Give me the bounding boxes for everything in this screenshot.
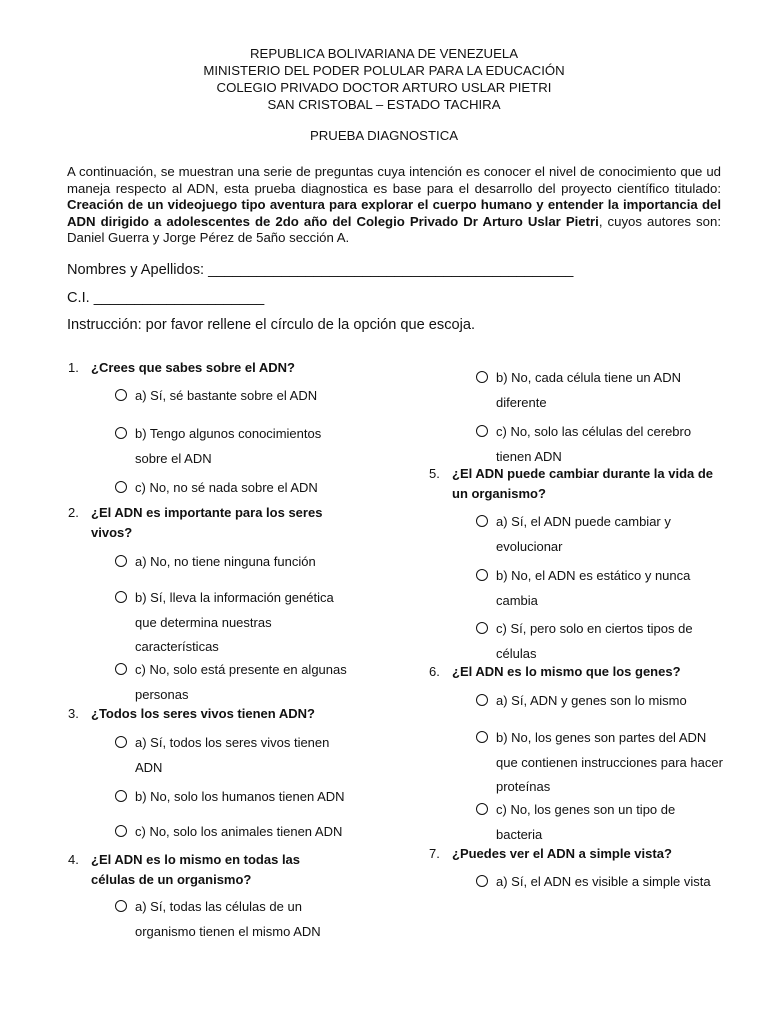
radio-circle-icon[interactable] (115, 555, 127, 567)
intro-text-2: , cuyos autores son: Daniel Guerra y Jorge Pérez de 5año sección A. (67, 213, 721, 245)
option-label: b) Sí, lleva la información genética que determina nuestras características (135, 590, 334, 654)
radio-circle-icon[interactable] (115, 427, 127, 439)
option-label: a) Sí, ADN y genes son lo mismo (496, 693, 687, 708)
question-number: 3. (68, 706, 79, 721)
radio-circle-icon[interactable] (476, 515, 488, 527)
option-label: c) No, no sé nada sobre el ADN (135, 480, 318, 495)
option-label: b) No, cada célula tiene un ADN diferente (496, 370, 681, 410)
option-label: a) No, no tiene ninguna función (135, 554, 316, 569)
document-header (0, 45, 768, 113)
question-number: 7. (429, 846, 440, 861)
radio-circle-icon[interactable] (115, 591, 127, 603)
question-text: ¿El ADN es lo mismo que los genes? (452, 664, 681, 679)
ci-field[interactable]: C.I. _____________________ (67, 290, 265, 306)
question-number: 4. (68, 852, 79, 867)
radio-circle-icon[interactable] (115, 481, 127, 493)
header-line-2: MINISTERIO DEL PODER POLULAR PARA LA EDUCACIÓN (203, 63, 565, 78)
option-label: a) Sí, el ADN es visible a simple vista (496, 874, 711, 889)
radio-circle-icon[interactable] (115, 790, 127, 802)
question-text: ¿Crees que sabes sobre el ADN? (91, 360, 295, 375)
instruction-text: Instrucción: por favor rellene el círculo de la opción que escoja. (67, 317, 476, 333)
option-label: b) Tengo algunos conocimientos sobre el ADN (135, 426, 322, 466)
option-label: c) No, los genes son un tipo de bacteria (496, 802, 676, 842)
question-text: ¿El ADN es lo mismo en todas las células de un organismo? (91, 852, 301, 887)
radio-circle-icon[interactable] (115, 825, 127, 837)
document-title: PRUEBA DIAGNOSTICA (309, 128, 459, 143)
option-label: a) Sí, todos los seres vivos tienen ADN (135, 735, 330, 775)
question-text: ¿Todos los seres vivos tienen ADN? (91, 706, 315, 721)
radio-circle-icon[interactable] (476, 371, 488, 383)
intro-text-1: A continuación, se muestran una serie de preguntas cuya intención es conocer el nivel de conocimiento que ud maneja respecto al ADN, esta prueba diagnostica es base para el desarrollo del proyecto científico titulado: (67, 164, 721, 196)
radio-circle-icon[interactable] (476, 569, 488, 581)
question-text: ¿El ADN es importante para los seres vivos? (91, 505, 323, 540)
header-line-4: SAN CRISTOBAL – ESTADO TACHIRA (267, 97, 501, 112)
name-field[interactable]: Nombres y Apellidos: _____________________________________________ (67, 262, 574, 278)
radio-circle-icon[interactable] (115, 389, 127, 401)
question-number: 1. (68, 360, 79, 375)
option-label: c) Sí, pero solo en ciertos tipos de células (496, 621, 693, 661)
header-line-3: COLEGIO PRIVADO DOCTOR ARTURO USLAR PIETRI (216, 80, 552, 95)
radio-circle-icon[interactable] (476, 694, 488, 706)
radio-circle-icon[interactable] (476, 731, 488, 743)
option-label: b) No, solo los humanos tienen ADN (135, 789, 345, 804)
radio-circle-icon[interactable] (115, 663, 127, 675)
option-label: b) No, el ADN es estático y nunca cambia (496, 568, 691, 608)
question-number: 6. (429, 664, 440, 679)
radio-circle-icon[interactable] (476, 622, 488, 634)
option-label: c) No, solo las células del cerebro tienen ADN (496, 424, 692, 464)
option-label: a) Sí, todas las células de un organismo tienen el mismo ADN (135, 899, 321, 939)
question-number: 2. (68, 505, 79, 520)
radio-circle-icon[interactable] (476, 875, 488, 887)
option-label: b) No, los genes son partes del ADN que contienen instrucciones para hacer proteínas (496, 730, 723, 794)
intro-paragraph (67, 164, 721, 247)
radio-circle-icon[interactable] (115, 900, 127, 912)
option-label: c) No, solo los animales tienen ADN (135, 824, 343, 839)
radio-circle-icon[interactable] (476, 425, 488, 437)
question-text: ¿Puedes ver el ADN a simple vista? (452, 846, 672, 861)
question-text: ¿El ADN puede cambiar durante la vida de un organismo? (452, 466, 714, 501)
option-label: a) Sí, el ADN puede cambiar y evolucionar (496, 514, 671, 554)
option-label: a) Sí, sé bastante sobre el ADN (135, 388, 318, 403)
option-label: c) No, solo está presente en algunas personas (135, 662, 347, 702)
header-line-1: REPUBLICA BOLIVARIANA DE VENEZUELA (250, 46, 518, 61)
question-number: 5. (429, 466, 440, 481)
project-title: Creación de un videojuego tipo aventura para explorar el cuerpo humano y entender la importancia del ADN dirigido a adolescentes de 2do año del Colegio Privado Dr Arturo Uslar Pietri (67, 197, 721, 229)
radio-circle-icon[interactable] (476, 803, 488, 815)
radio-circle-icon[interactable] (115, 736, 127, 748)
